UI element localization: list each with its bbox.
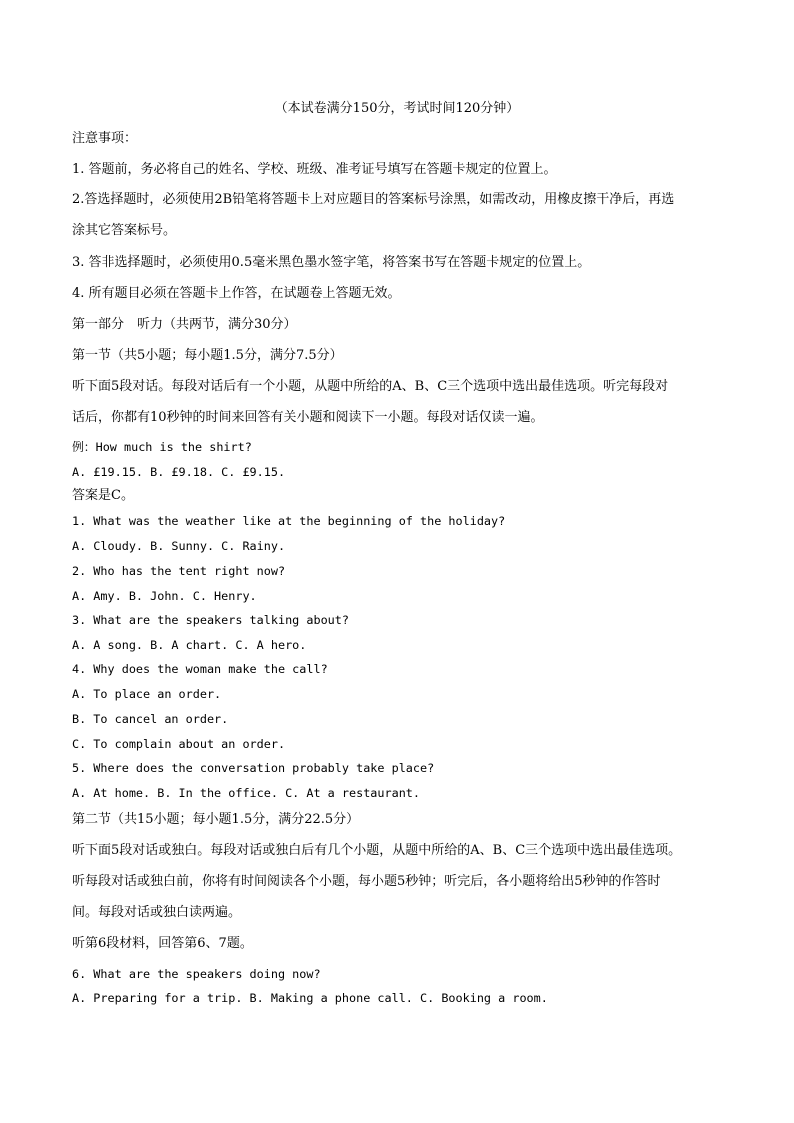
note-item: 3. 答非选择题时，必须使用0.5毫米黑色墨水签字笔，将答案书写在答题卡规定的位置上。: [72, 255, 591, 270]
question-line: A. At home. B. In the office. C. At a restaurant.: [72, 786, 421, 800]
question-line: 2. Who has the tent right now?: [72, 564, 286, 578]
question-line: 4. Why does the woman make the call?: [72, 662, 328, 676]
question-line: B. To cancel an order.: [72, 712, 229, 726]
section2-title: 第二节（共15小题；每小题1.5分，满分22.5分）: [72, 812, 360, 827]
question-line: 1. What was the weather like at the beginning of the holiday?: [72, 514, 506, 528]
section2-instruction: 听下面5段对话或独白。每段对话或独白后有几个小题，从题中所给的A、B、C三个选项中选出最佳选项。: [72, 843, 682, 858]
question-6: 6. What are the speakers doing now?: [72, 967, 321, 981]
question-6-options: A. Preparing for a trip. B. Making a phone call. C. Booking a room.: [72, 991, 548, 1005]
question-line: 3. What are the speakers talking about?: [72, 613, 349, 627]
note-item: 2.答选择题时，必须使用2B铅笔将答题卡上对应题目的答案标号涂黑，如需改动，用橡皮擦干净后，再选: [72, 192, 675, 207]
note-item: 1. 答题前，务必将自己的姓名、学校、班级、准考证号填写在答题卡规定的位置上。: [72, 162, 557, 177]
section1-instruction: 话后，你都有10秒钟的时间来回答有关小题和阅读下一小题。每段对话仅读一遍。: [72, 410, 544, 425]
section1-title: 第一节（共5小题；每小题1.5分，满分7.5分）: [72, 348, 343, 363]
note-item: 涂其它答案标号。: [72, 223, 177, 238]
question-line: A. Cloudy. B. Sunny. C. Rainy.: [72, 539, 286, 553]
section1-instruction: 听下面5段对话。每段对话后有一个小题，从题中所给的A、B、C三个选项中选出最佳选项。听完每段对: [72, 379, 669, 394]
exam-header: （本试卷满分150分，考试时间120分钟）: [274, 101, 520, 116]
question-line: A. Amy. B. John. C. Henry.: [72, 589, 257, 603]
section2-instruction: 间。每段对话或独白读两遍。: [72, 905, 242, 920]
example-answer: 答案是C。: [72, 488, 134, 503]
material-6-heading: 听第6段材料，回答第6、7题。: [72, 936, 253, 951]
question-line: A. A song. B. A chart. C. A hero.: [72, 638, 307, 652]
section2-instruction: 听每段对话或独白前，你将有时间阅读各个小题，每小题5秒钟；听完后，各小题将给出5秒钟的作答时: [72, 874, 661, 889]
question-line: 5. Where does the conversation probably take place?: [72, 761, 435, 775]
notes-title: 注意事项：: [72, 131, 138, 146]
note-item: 4. 所有题目必须在答题卡上作答，在试题卷上答题无效。: [72, 286, 401, 301]
question-line: A. To place an order.: [72, 687, 222, 701]
question-line: C. To complain about an order.: [72, 737, 286, 751]
part1-title: 第一部分 听力（共两节，满分30分）: [72, 317, 297, 332]
example-options: A. £19.15. B. £9.18. C. £9.15.: [72, 465, 286, 479]
example-question: 例：How much is the shirt?: [72, 440, 252, 454]
